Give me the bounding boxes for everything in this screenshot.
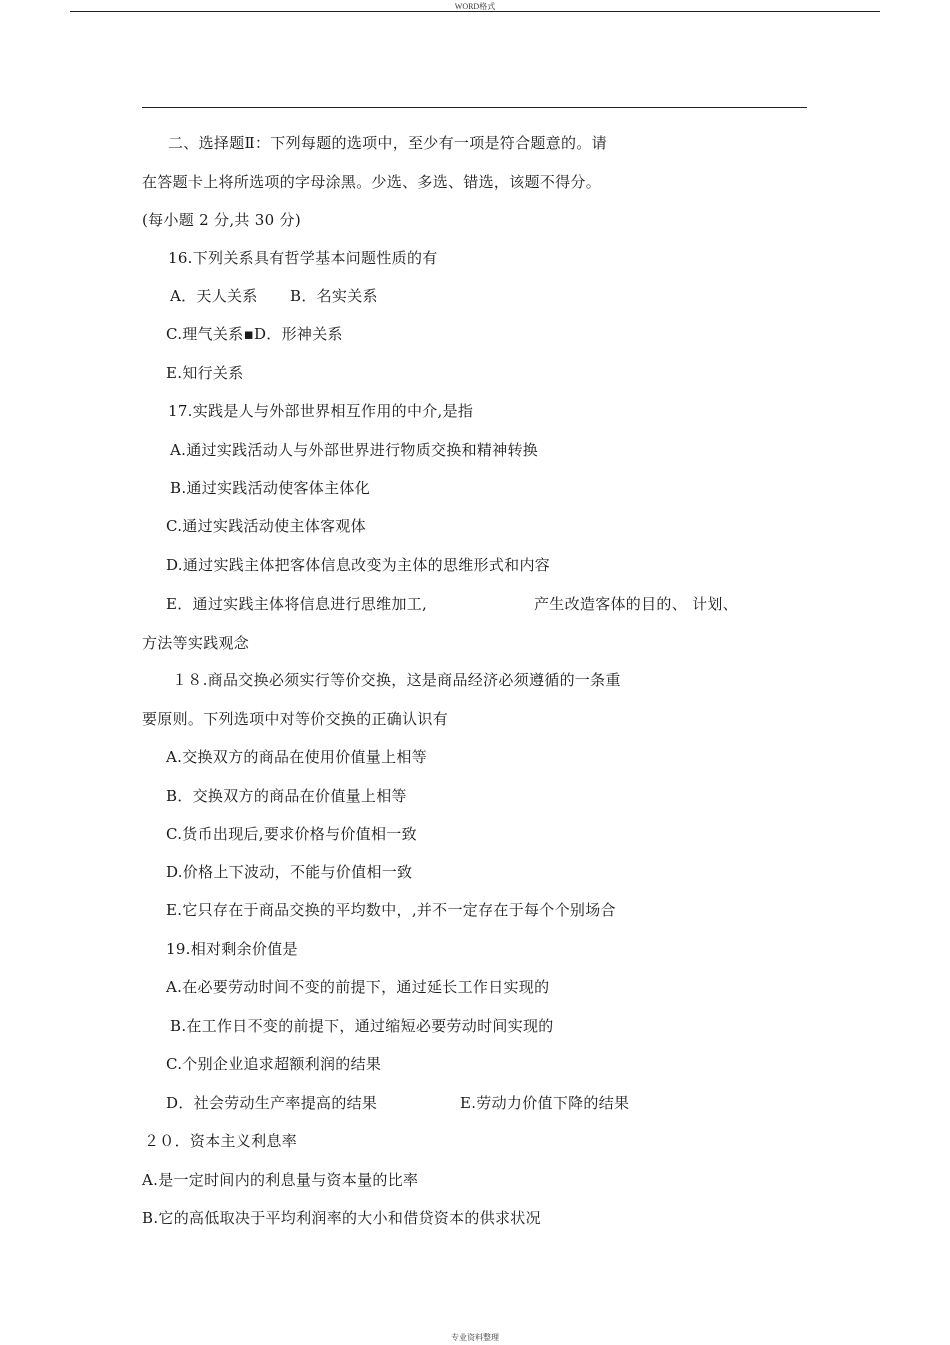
page-footer-label: 专业资料整理 bbox=[451, 1333, 499, 1342]
q19-option-e: E.劳动力价值下降的结果 bbox=[460, 1094, 630, 1112]
question-17-stem: 17.实践是人与外部世界相互作用的中介,是指 bbox=[168, 402, 474, 420]
section-intro-line-3: (每小题 2 分,共 30 分) bbox=[142, 211, 301, 229]
question-16-stem: 16.下列关系具有哲学基本问题性质的有 bbox=[168, 249, 438, 267]
q16-option-b: B．名实关系 bbox=[290, 287, 378, 305]
q18-option-a: A.交换双方的商品在使用价值量上相等 bbox=[166, 748, 428, 766]
q19-option-c: C.个别企业追求超额利润的结果 bbox=[166, 1055, 382, 1073]
q17-option-e-part-1: E．通过实践主体将信息进行思维加工, bbox=[166, 595, 428, 613]
q17-option-e-part-2: 产生改造客体的目的、 计划、 bbox=[534, 595, 738, 613]
question-20-stem: ２０．资本主义利息率 bbox=[144, 1132, 298, 1150]
q16-option-c-d: C.理气关系▪D．形神关系 bbox=[166, 325, 343, 343]
q19-option-b: B.在工作日不变的前提下，通过缩短必要劳动时间实现的 bbox=[170, 1017, 554, 1035]
q19-option-d: D．社会劳动生产率提高的结果 bbox=[166, 1094, 378, 1112]
q17-option-a: A.通过实践活动人与外部世界进行物质交换和精神转换 bbox=[170, 441, 539, 459]
q18-option-c: C.货币出现后,要求价格与价值相一致 bbox=[166, 825, 417, 843]
q19-option-a: A.在必要劳动时间不变的前提下，通过延长工作日实现的 bbox=[166, 978, 550, 996]
q16-option-a: A．天人关系 bbox=[170, 287, 258, 305]
header-rule bbox=[70, 11, 880, 12]
q17-option-e-part-3: 方法等实践观念 bbox=[142, 634, 250, 652]
body-top-rule bbox=[142, 107, 807, 108]
q18-option-b: B．交换双方的商品在价值量上相等 bbox=[166, 787, 407, 805]
question-18-stem-line-1: １８.商品交换必须实行等价交换，这是商品经济必须遵循的一条重 bbox=[172, 671, 621, 689]
section-intro-line-2: 在答题卡上将所选项的字母涂黑。少选、多选、错选，该题不得分。 bbox=[142, 173, 602, 191]
section-intro-line-1: 二、选择题Ⅱ：下列每题的选项中，至少有一项是符合题意的。请 bbox=[168, 134, 607, 152]
page-header-label: WORD格式 bbox=[454, 2, 496, 11]
q20-option-a: A.是一定时间内的利息量与资本量的比率 bbox=[142, 1171, 419, 1189]
q16-option-e: E.知行关系 bbox=[166, 364, 244, 382]
question-19-stem: 19.相对剩余价值是 bbox=[166, 940, 298, 958]
q17-option-c: C.通过实践活动使主体客观体 bbox=[166, 517, 366, 535]
question-18-stem-line-2: 要原则。下列选项中对等价交换的正确认识有 bbox=[142, 710, 449, 728]
q17-option-d: D.通过实践主体把客体信息改变为主体的思维形式和内容 bbox=[166, 556, 551, 574]
q18-option-d: D.价格上下波动，不能与价值相一致 bbox=[166, 863, 413, 881]
q18-option-e: E.它只存在于商品交换的平均数中，,并不一定存在于每个个别场合 bbox=[166, 901, 616, 919]
q17-option-b: B.通过实践活动使客体主体化 bbox=[170, 479, 370, 497]
q20-option-b: B.它的高低取决于平均利润率的大小和借贷资本的供求状况 bbox=[142, 1209, 541, 1227]
